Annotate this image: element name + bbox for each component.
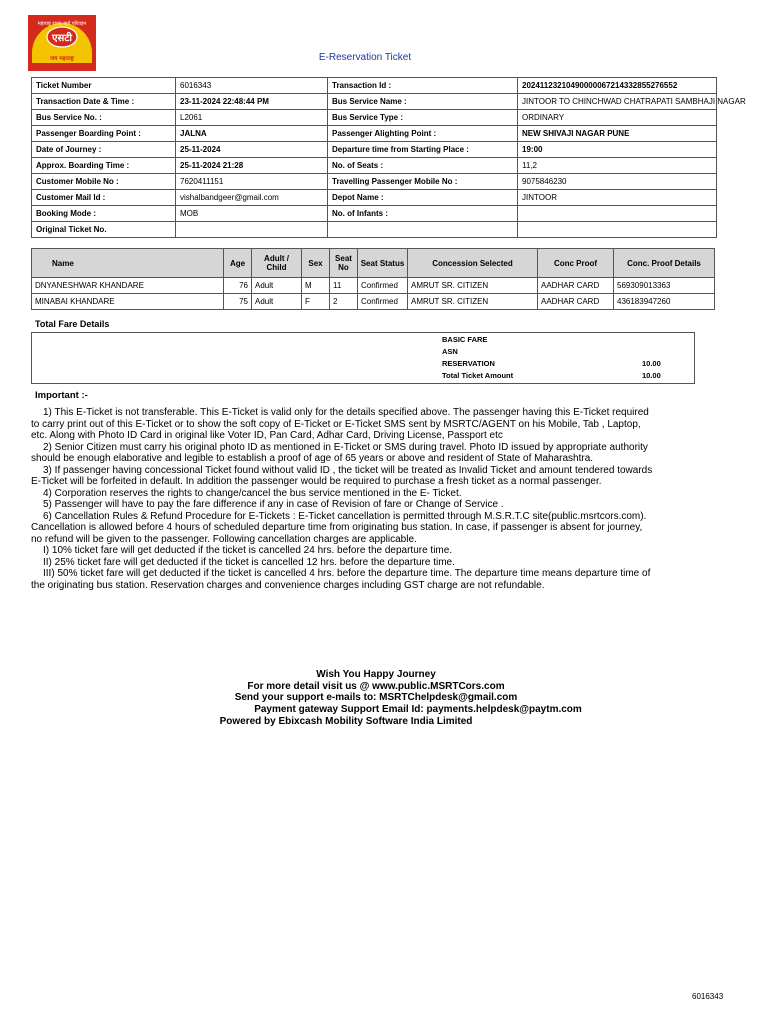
info-value: JALNA — [176, 126, 328, 142]
info-label: Bus Service Type : — [328, 110, 518, 126]
passenger-cell: F — [302, 294, 330, 310]
info-value: 6016343 — [176, 78, 328, 94]
info-row — [32, 142, 717, 158]
passenger-cell: MINABAI KHANDARE — [32, 294, 224, 310]
info-row — [32, 158, 717, 174]
info-row — [32, 206, 717, 222]
page-ticket-number: 6016343 — [692, 992, 724, 1001]
footer — [0, 669, 752, 728]
info-value — [518, 206, 717, 222]
passenger-row — [32, 278, 715, 294]
info-value — [518, 222, 717, 238]
info-label: Departure time from Starting Place : — [328, 142, 518, 158]
info-label — [328, 222, 518, 238]
info-label: Approx. Boarding Time : — [32, 158, 176, 174]
info-value: 9075846230 — [518, 174, 717, 190]
footer-support-email: Send your support e-mails to: MSRTChelpdesk@gmail.com — [234, 692, 518, 704]
ticket-info-table — [31, 77, 746, 238]
passenger-col-header: Seat No — [330, 249, 358, 278]
info-row — [32, 126, 717, 142]
fare-reservation-label: RESERVATION — [442, 359, 495, 368]
term-item: I) 10% ticket fare will get deducted if the ticket is cancelled 24 hrs. before the departure time. — [43, 545, 453, 556]
passenger-col-header: Sex — [302, 249, 330, 278]
passenger-cell: AMRUT SR. CITIZEN — [408, 294, 538, 310]
info-label: Customer Mail Id : — [32, 190, 176, 206]
info-value: ORDINARY — [518, 110, 717, 126]
info-row — [32, 222, 717, 238]
info-label: Travelling Passenger Mobile No : — [328, 174, 518, 190]
fare-total-value: 10.00 — [642, 371, 661, 380]
info-label: Ticket Number — [32, 78, 176, 94]
info-value: L2061 — [176, 110, 328, 126]
fare-total-label: Total Ticket Amount — [442, 371, 514, 380]
passenger-cell: Confirmed — [358, 278, 408, 294]
info-label: Passenger Boarding Point : — [32, 126, 176, 142]
fare-reservation-value: 10.00 — [642, 359, 661, 368]
info-value: 23-11-2024 22:48:44 PM — [176, 94, 328, 110]
info-label: No. of Infants : — [328, 206, 518, 222]
passenger-cell: 11 — [330, 278, 358, 294]
passenger-col-header: Name — [32, 249, 224, 278]
passenger-cell: 75 — [224, 294, 252, 310]
term-item: 6) Cancellation Rules & Refund Procedure for E-Tickets : E-Ticket cancellation is permitted through M.S.R.T.C site(public.msrtcors.com). Cancellation is allowed before 4 hours of scheduled departure time from originating bus station. In case, if passenger is absent for journey, no refund will be given to the passenger. Following cancellation charges are applicable. — [31, 510, 647, 545]
info-label: Bus Service Name : — [328, 94, 518, 110]
info-value: 25-11-2024 — [176, 142, 328, 158]
info-label: Transaction Id : — [328, 78, 518, 94]
info-label: No. of Seats : — [328, 158, 518, 174]
info-value — [176, 222, 328, 238]
passenger-col-header: Conc Proof — [538, 249, 614, 278]
logo-top-text: महाराष्ट्र राज्य मार्ग परिवहन — [37, 21, 87, 27]
fare-asn-label: ASN — [442, 347, 458, 356]
passenger-cell: 2 — [330, 294, 358, 310]
info-label: Transaction Date & Time : — [32, 94, 176, 110]
info-row — [32, 174, 717, 190]
passenger-cell: Adult — [252, 294, 302, 310]
passenger-cell: AADHAR CARD — [538, 294, 614, 310]
term-item: II) 25% ticket fare will get deducted if the ticket is cancelled 12 hrs. before the departure time. — [43, 556, 455, 568]
term-item: 1) This E-Ticket is not transferable. This E-Ticket is valid only for the details specified above. The passenger having this E-Ticket required to carry print out of this E-Ticket or to show the soft copy of E-Ticket or E-Ticket SMS sent by MSRTC/AGENT on his Mobile, Tab , Laptop, etc. Along with Photo ID Card in original like Voter ID, Pan Card, Adhar Card, Driving License, Passport etc — [31, 407, 649, 441]
passenger-table — [31, 248, 715, 310]
info-value: 7620411151 — [176, 174, 328, 190]
term-item: 5) Passenger will have to pay the fare difference if any in case of Revision of fare or Change of Service . — [43, 499, 504, 510]
important-title: Important :- — [35, 390, 88, 401]
term-item: 4) Corporation reserves the rights to change/cancel the bus service mentioned in the E- Ticket. — [43, 487, 462, 499]
passenger-col-header: Conc. Proof Details — [614, 249, 715, 278]
info-label: Date of Journey : — [32, 142, 176, 158]
passenger-cell: M — [302, 278, 330, 294]
passenger-col-header: Age — [224, 249, 252, 278]
info-value: NEW SHIVAJI NAGAR PUNE — [518, 126, 717, 142]
info-value: 25-11-2024 21:28 — [176, 158, 328, 174]
info-row — [32, 190, 717, 206]
passenger-cell: Adult — [252, 278, 302, 294]
passenger-cell: AMRUT SR. CITIZEN — [408, 278, 538, 294]
logo-bottom-text: जय महाराष्ट्र — [50, 56, 74, 62]
info-label: Bus Service No. : — [32, 110, 176, 126]
passenger-cell: DNYANESHWAR KHANDARE — [32, 278, 224, 294]
info-value: JINTOOR — [518, 190, 717, 206]
passenger-cell: AADHAR CARD — [538, 278, 614, 294]
footer-payment-email: Payment gateway Support Email Id: payments.helpdesk@paytm.com — [254, 704, 582, 716]
info-label: Depot Name : — [328, 190, 518, 206]
info-value: MOB — [176, 206, 328, 222]
passenger-row — [32, 294, 715, 310]
passenger-cell: 569309013363 — [614, 278, 715, 294]
fare-title: Total Fare Details — [35, 319, 110, 329]
passenger-col-header: Concession Selected — [408, 249, 538, 278]
terms-list — [31, 407, 656, 591]
info-label: Original Ticket No. — [32, 222, 176, 238]
info-row — [32, 94, 717, 110]
passenger-col-header: Seat Status — [358, 249, 408, 278]
info-row — [32, 110, 717, 126]
passenger-cell: 436183947260 — [614, 294, 715, 310]
passenger-col-header: Adult / Child — [252, 249, 302, 278]
passenger-cell: Confirmed — [358, 294, 408, 310]
info-label: Passenger Alighting Point : — [328, 126, 518, 142]
passenger-cell: 76 — [224, 278, 252, 294]
info-value: vishalbandgeer@gmail.com — [176, 190, 328, 206]
info-row — [32, 78, 717, 94]
info-value: 20241123210490000067214332855276552 — [518, 78, 717, 94]
term-item: 3) If passenger having concessional Ticket found without valid ID , the ticket will be treated as Invalid Ticket and amount tendered towards E-Ticket will be forfeited in default. In addition the passenger would be required to purchase a fresh ticket as a normal passenger. — [31, 464, 653, 487]
term-item: III) 50% ticket fare will get deducted if the ticket is cancelled 4 hrs. before the departure time. The departure time means departure time of the originating bus station. Reservation charges and convenience charges including GST charge are not refundable. — [31, 568, 651, 591]
info-value: JINTOOR TO CHINCHWAD CHATRAPATI SAMBHAJI NAGAR — [518, 94, 717, 110]
info-label: Customer Mobile No : — [32, 174, 176, 190]
fare-box — [31, 332, 695, 384]
logo-mid-text: एसटी — [52, 33, 72, 44]
term-item: 2) Senior Citizen must carry his original photo ID as mentioned in E-Ticket or SMS during travel. Photo ID issued by appropriate authority should be enough elaborative and legible to establish a proof of age of 65 years or above and resident of State of Maharashtra. — [31, 441, 648, 464]
info-value: 11,2 — [518, 158, 717, 174]
footer-website: For more detail visit us @ www.public.MSRTCors.com — [247, 680, 505, 692]
footer-greeting: Wish You Happy Journey — [316, 669, 436, 680]
info-value: 19:00 — [518, 142, 717, 158]
document-title: E-Reservation Ticket — [318, 52, 412, 63]
info-label: Booking Mode : — [32, 206, 176, 222]
fare-basic-label: BASIC FARE — [442, 335, 488, 344]
footer-powered-by: Powered by Ebixcash Mobility Software India Limited — [219, 715, 473, 727]
